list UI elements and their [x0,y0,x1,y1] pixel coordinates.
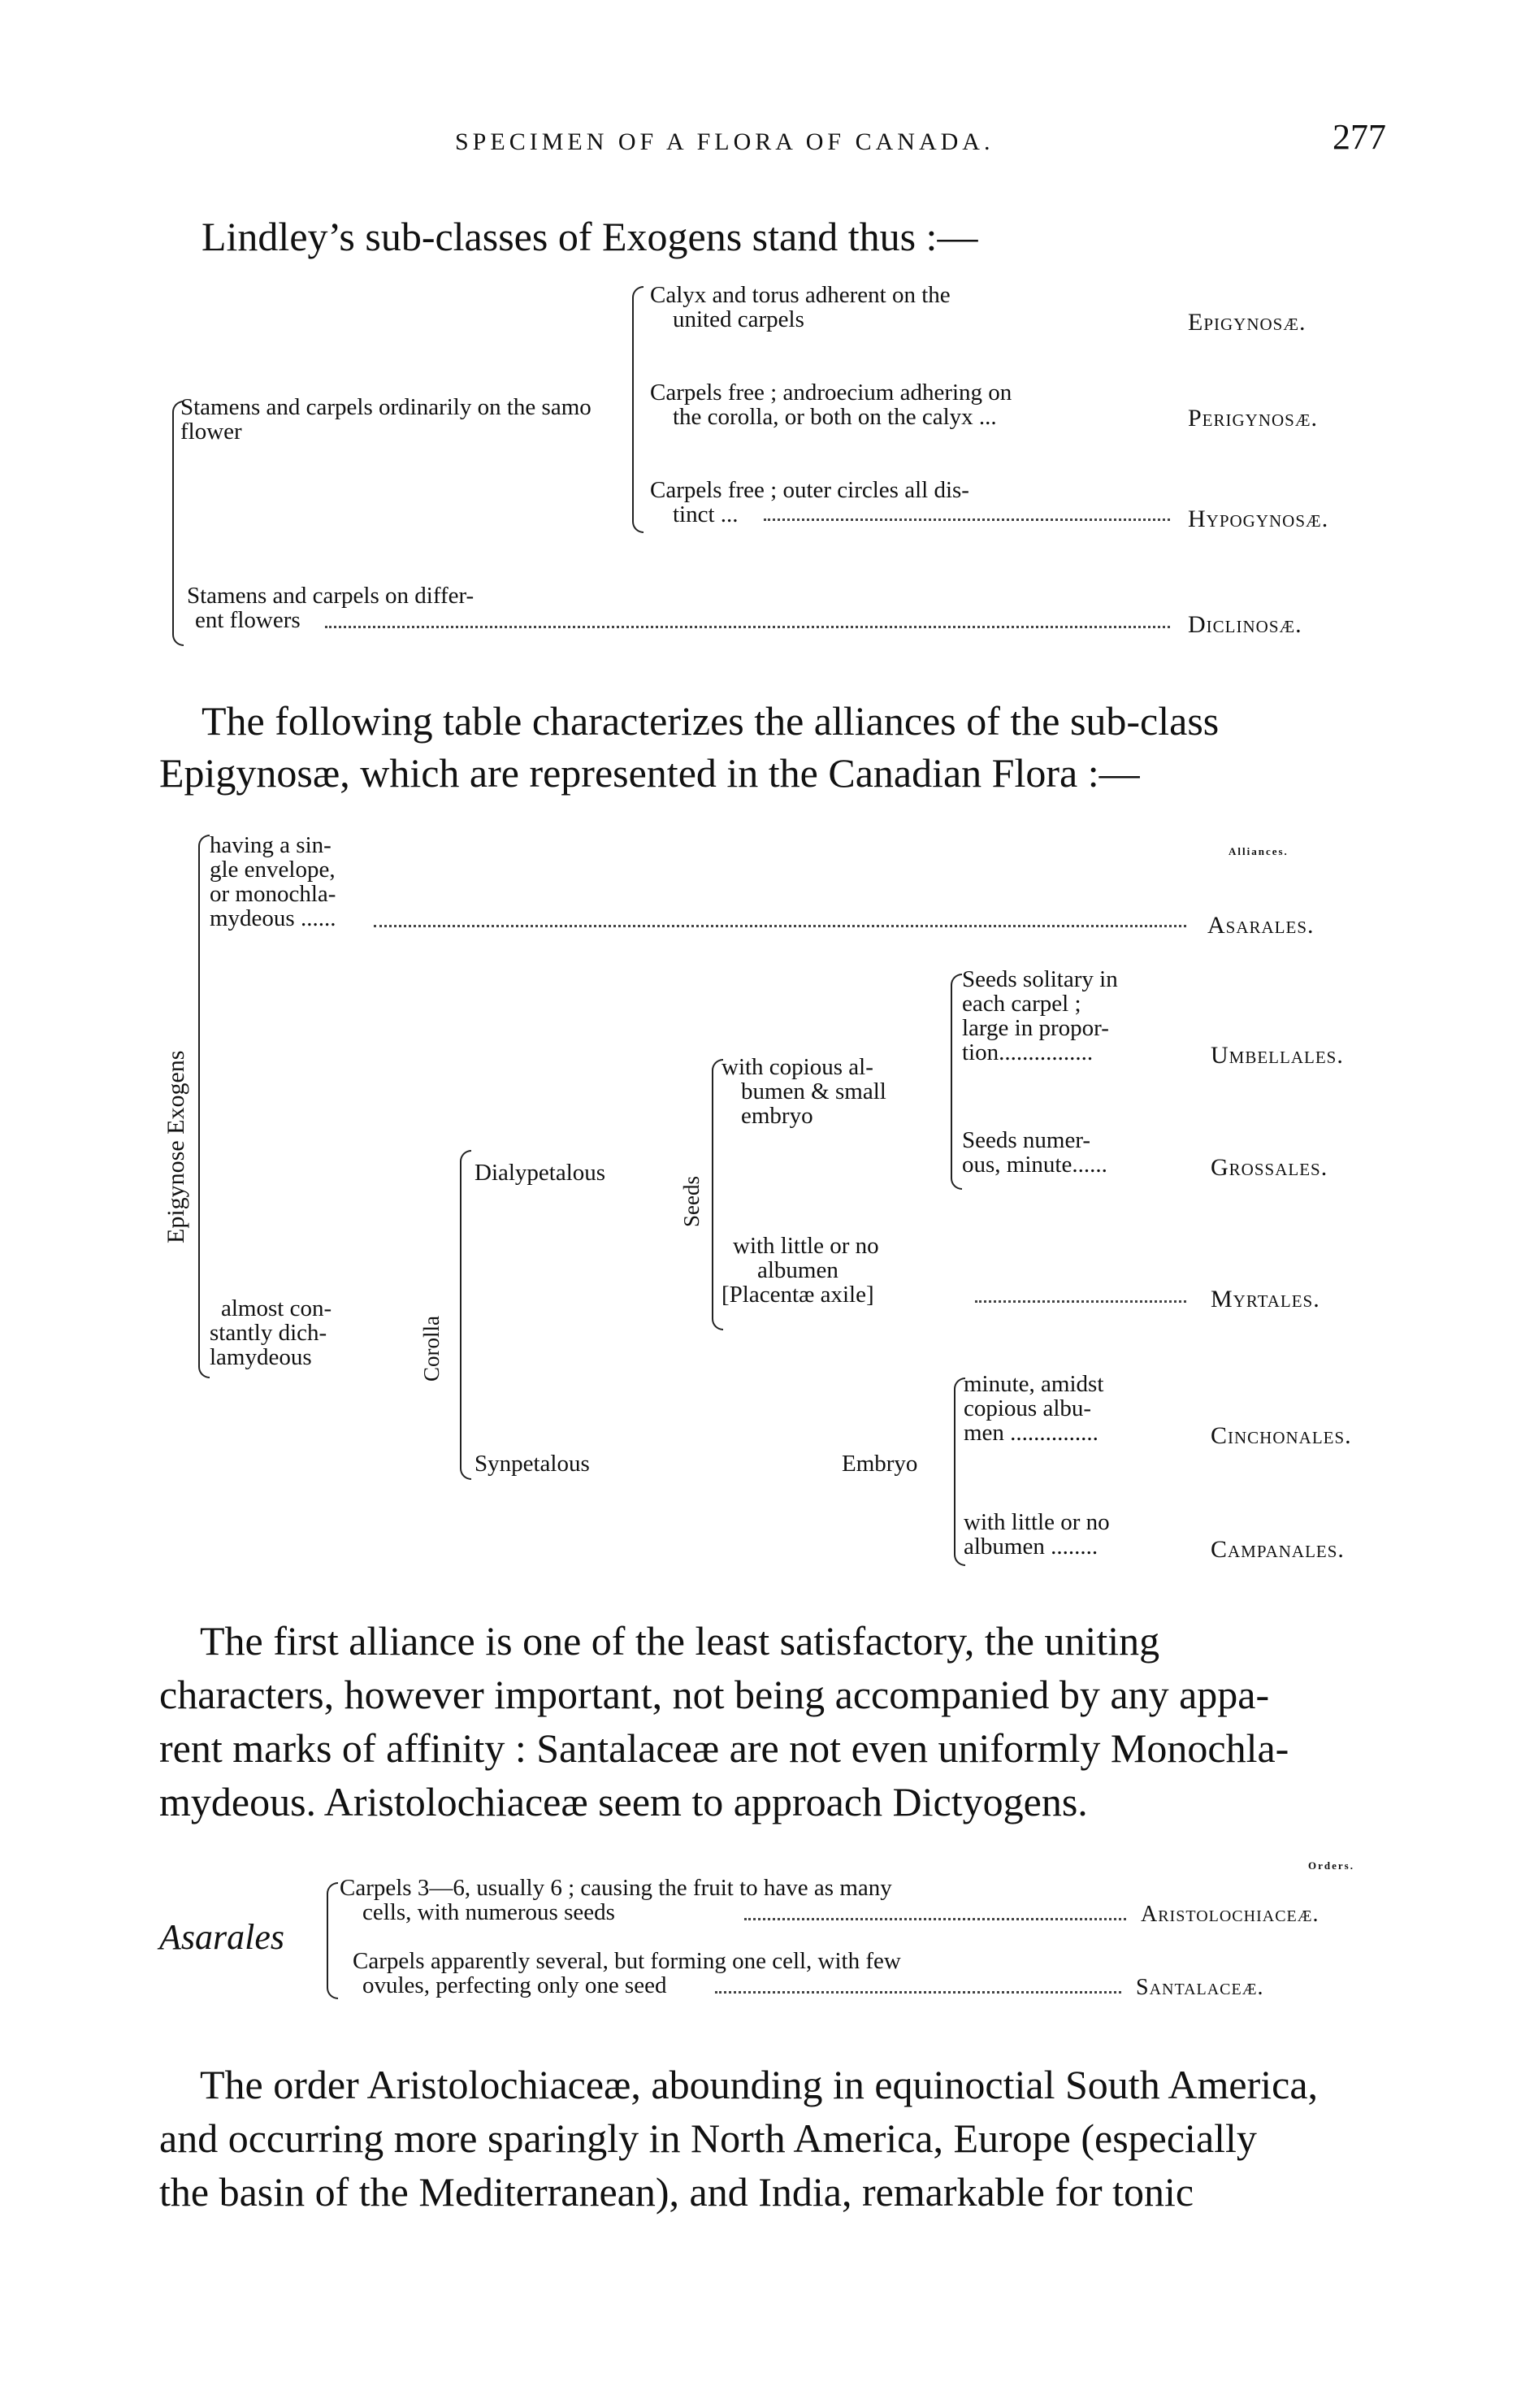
seeds-numerous-line2: ous, minute...... [962,1152,1107,1178]
campanales-alliance: Campanales. [1211,1536,1345,1563]
with-little-line1: with little or no [733,1233,879,1259]
para2-line1: The order Aristolochiaceæ, abounding in equinoctial South America, [200,2062,1319,2107]
with-little2-line1: with little or no [964,1509,1110,1535]
having-line2: gle envelope, [210,857,336,883]
santalaceae-order: Santalaceæ. [1136,1975,1264,2000]
asarales-alliance: Asarales. [1207,912,1315,939]
with-copious-line1: with copious al- [722,1054,873,1080]
dot-leader [715,1991,1121,1994]
aristolochiaceae-order: Aristolochiaceæ. [1141,1902,1320,1927]
row3-line2: tinct ... [673,501,739,527]
intro-text-1: Lindley’s sub-classes of Exogens stand thus :— [202,214,978,259]
almost-line2: stantly dich- [210,1320,327,1346]
having-line3: or monochla- [210,881,336,907]
seeds-solitary-line3: large in propor- [962,1015,1109,1041]
page-number: 277 [1332,117,1386,157]
dot-leader [374,925,1186,927]
minute-line3: men ............... [964,1420,1098,1446]
para1-line4: mydeous. Aristolochiaceæ seem to approach Dictyogens. [159,1779,1088,1824]
row2-line1: Carpels apparently several, but forming one cell, with few [353,1948,901,1974]
dot-leader [325,626,1170,628]
dot-leader [744,1918,1126,1920]
myrtales-alliance: Myrtales. [1211,1286,1320,1312]
minute-line1: minute, amidst [964,1371,1104,1397]
with-copious-line3: embryo [741,1103,813,1129]
row1-line2: united carpels [673,306,804,332]
dialypetalous-label: Dialypetalous [474,1160,606,1186]
outer-brace [198,835,210,1378]
umbellales-alliance: Umbellales. [1211,1042,1344,1069]
almost-line3: lamydeous [210,1344,312,1370]
dot-leader [975,1300,1186,1303]
group-b-line2: ent flowers [195,607,301,633]
para2-line3: the basin of the Mediterranean), and India, remarkable for tonic [159,2169,1194,2215]
seeds-solitary-line2: each carpel ; [962,991,1081,1017]
orders-header: Orders. [1308,1859,1354,1872]
seeds-label: Seeds [679,1176,704,1227]
seeds-solitary-line4: tion................ [962,1039,1094,1065]
synpetalous-label: Synpetalous [474,1451,590,1477]
with-little-line3: [Placentæ axile] [722,1282,874,1308]
para1-line1: The first alliance is one of the least satisfactory, the uniting [200,1618,1160,1664]
cinchonales-alliance: Cinchonales. [1211,1422,1352,1449]
epigynosae-label: Epigynosæ. [1188,309,1306,336]
dot-leader [764,518,1170,521]
having-line4: mydeous ...... [210,905,336,931]
with-little2-line2: albumen ........ [964,1534,1098,1560]
seeds-numerous-line1: Seeds numer- [962,1127,1091,1153]
intro-text-2-line2: Epigynosæ, which are represented in the Canadian Flora :— [159,750,1140,796]
diclinosae-label: Diclinosæ. [1188,611,1302,638]
row1-line2: cells, with numerous seeds [362,1899,615,1925]
with-copious-line2: bumen & small [741,1078,886,1104]
row2-line2: the corolla, or both on the calyx ... [673,404,997,430]
alliances-header: Alliances. [1228,845,1289,857]
intro-text-2-line1: The following table characterizes the alliances of the sub-class [202,698,1220,744]
row2-line2: ovules, perfecting only one seed [362,1972,667,1998]
minute-line2: copious albu- [964,1395,1092,1421]
vertical-label-epigynose-exogens: Epigynose Exogens [162,1050,189,1243]
having-line1: having a sin- [210,832,332,858]
albumen-brace [951,974,962,1190]
group-a-label: Stamens and carpels ordinarily on the samo flower [180,394,592,445]
hypogynosae-label: Hypogynosæ. [1188,505,1329,532]
row1-line1: Carpels 3—6, usually 6 ; causing the fruit to have as many [340,1875,892,1901]
row3-line1: Carpels free ; outer circles all dis- [650,477,969,503]
inner-brace [632,286,644,533]
asarales-label: Asarales [159,1917,284,1957]
group-b-line1: Stamens and carpels on differ- [187,583,474,609]
corolla-label: Corolla [419,1316,444,1382]
row1-line1: Calyx and torus adherent on the [650,282,951,308]
seeds-solitary-line1: Seeds solitary in [962,966,1118,992]
running-title: SPECIMEN OF A FLORA OF CANADA. [455,128,994,155]
perigynosae-label: Perigynosæ. [1188,405,1319,432]
embryo-label: Embryo [842,1451,918,1477]
corolla-brace [460,1150,471,1480]
para1-line2: characters, however important, not being accompanied by any appa- [159,1672,1270,1717]
with-little-line2: albumen [757,1257,838,1283]
para2-line2: and occurring more sparingly in North America, Europe (especially [159,2115,1257,2161]
grossales-alliance: Grossales. [1211,1154,1328,1181]
para1-line3: rent marks of affinity : Santalaceæ are not even uniformly Monochla- [159,1725,1289,1771]
almost-line1: almost con- [221,1295,332,1321]
asarales-brace [327,1882,338,1999]
row2-line1: Carpels free ; androecium adhering on [650,380,1012,406]
